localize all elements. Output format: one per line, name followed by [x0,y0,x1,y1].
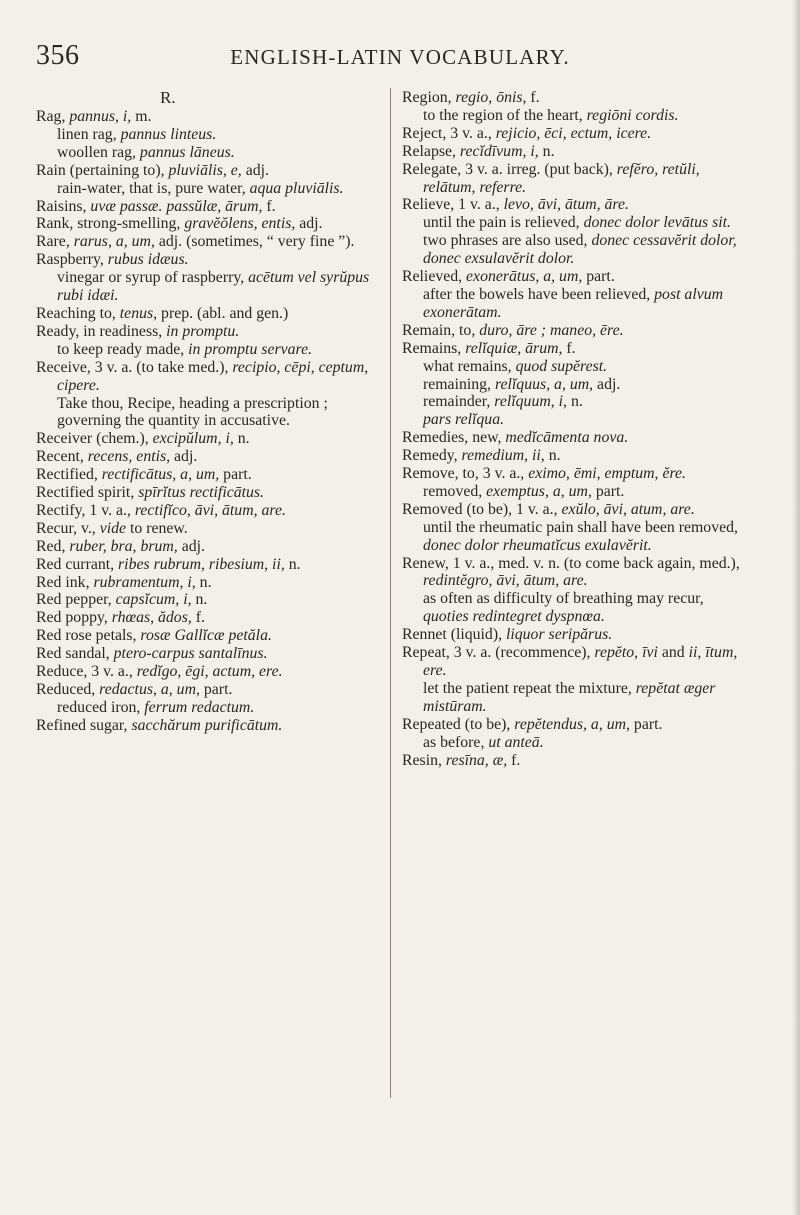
entry-text: Reaching to, [36,304,120,322]
entry-text: n. [538,142,555,160]
latin-term: ut anteā. [488,733,544,751]
column-divider [390,88,391,1098]
latin-term: pannus lāneus. [139,143,235,161]
entry-text: Raspberry, [36,251,108,269]
vocabulary-entry [402,286,745,322]
vocabulary-entry [36,162,381,180]
latin-term: recens, entis, [87,448,171,466]
vocabulary-entry [36,108,381,126]
page-edge-shadow [792,0,800,1215]
vocabulary-entry [36,269,381,305]
entry-text: Red, [36,537,70,555]
entry-text: Remedies, new, [402,429,506,447]
latin-term: levo, āvi, ātum, āre. [503,196,629,214]
latin-term: gravĕŏlens, entis, [184,215,296,233]
vocabulary-entry [402,716,745,734]
vocabulary-entry [402,680,745,716]
entry-text: f. [191,609,205,627]
entry-text: adj. (sometimes, “ very fine ”). [154,233,355,251]
entry-text: Rain (pertaining to), [36,161,169,179]
vocabulary-entry [402,143,745,161]
latin-term: tenus, [119,304,158,322]
entry-text: Receiver (chem.), [36,430,153,448]
vocabulary-entry [402,125,745,143]
entry-text: Refined sugar, [36,716,132,734]
latin-term: redactus, a, um, [99,681,200,698]
latin-term: ferrum redactum. [144,698,255,716]
vocabulary-entry [36,502,381,520]
entry-text: part. [591,482,625,500]
latin-term: medĭcāmenta nova. [505,429,629,447]
vocabulary-entry [36,484,381,502]
entry-text: Recur, v., [36,519,100,537]
latin-term: pluviālis, e, [168,161,242,179]
vocabulary-entry [36,627,381,645]
entry-text: adj. [241,161,269,179]
latin-term: regio, ōnis, [455,89,527,106]
vocabulary-entry [402,232,745,268]
vocabulary-entry [402,340,745,358]
latin-term: rubramentum, i, [93,573,196,591]
entry-text: Rank, strong-smelling, [36,215,185,233]
entry-text: Reject, 3 v. a., [402,124,496,142]
vocabulary-entry [402,376,745,394]
latin-term: ptero-carpus santalīnus. [113,645,268,663]
entry-text: f. [507,751,521,769]
latin-term: relĭquum, i, [494,393,567,411]
entry-text: Rectify, 1 v. a., [36,501,135,519]
entry-text: Recent, [36,448,88,466]
latin-term: pannus, i, [69,108,132,125]
vocabulary-entry [36,395,381,431]
entry-text: Ready, in readiness, [36,322,167,340]
entry-text: as often as difficulty of breathing may recur, [423,590,704,608]
latin-term: repĕtat æger mistūram. [423,679,716,715]
vocabulary-entry [36,645,381,663]
entry-text: f. [526,89,540,106]
vocabulary-entry [402,214,745,232]
running-head: ENGLISH-LATIN VOCABULARY. [230,45,570,69]
vocabulary-entry [36,448,381,466]
entry-text: and [657,644,689,662]
entry-text: to the region of the heart, [423,106,587,124]
latin-term: remedium, ii, [461,447,545,465]
vocabulary-entry [36,359,381,395]
latin-term: repĕtendus, a, um, [514,715,630,733]
vocabulary-entry [36,538,381,556]
latin-term: relĭquus, a, um, [494,375,594,393]
entry-text: Repeat, 3 v. a. (recommence), [402,644,595,662]
latin-term: in promptu. [166,322,240,340]
vocabulary-entry [402,519,745,555]
vocabulary-entry [36,520,381,538]
vocabulary-entry [36,609,381,627]
entry-text: Red poppy, [36,609,112,627]
entry-text: rain-water, that is, pure water, [57,179,250,197]
latin-term: recipio, cēpi, ceptum, cipere. [57,358,369,394]
vocabulary-entry [402,447,745,465]
latin-term: refĕro, retŭli, relātum, referre. [423,160,700,196]
entry-text: to renew. [126,519,188,537]
latin-term: rejicio, ēci, ectum, icere. [495,124,652,142]
entry-text: Raisins, [36,197,91,215]
latin-term: aqua pluviālis. [249,179,344,197]
vocabulary-entry [36,699,381,717]
latin-term: rectificātus, a, um, [101,466,220,484]
latin-term: donec cessavĕrit dolor, donec exsulavĕrit dolor. [423,232,737,268]
entry-text: Red sandal, [36,645,114,663]
vocabulary-entry [36,717,381,735]
entry-text: Remove, to, 3 v. a., [402,465,529,483]
latin-term: ribes rubrum, ribesium, ii, [118,555,285,573]
vocabulary-entry [36,215,381,233]
latin-term: recĭdīvum, i, [459,142,539,160]
latin-term: regiōni cordis. [586,106,679,124]
vocabulary-entry [402,465,745,483]
right-column [402,89,745,769]
entry-text: prep. (abl. and gen.) [157,304,289,322]
entry-text: adj. [170,448,198,466]
vocabulary-entry [36,305,381,323]
latin-term: sacchărum purificātum. [131,716,283,734]
vocabulary-entry [402,555,745,591]
entry-text: reduced iron, [57,698,145,716]
vocabulary-entry [36,663,381,681]
entry-text: n. [191,591,208,609]
vocabulary-entry [402,196,745,214]
latin-term: post alvum exonerātam. [423,285,724,321]
latin-term: redĭgo, ēgi, actum, ere. [136,663,283,681]
entry-text: part. [629,715,663,733]
vocabulary-entry [402,358,745,376]
vocabulary-entry [36,591,381,609]
entry-text: adj. [593,375,621,393]
entry-text: n. [284,555,301,573]
entry-text: Relegate, 3 v. a. irreg. (put back), [402,160,617,178]
latin-term: quoties redintegret dyspnœa. [423,608,605,626]
latin-term: excipŭlum, i, [152,430,234,448]
entry-text: after the bowels have been relieved, [423,285,655,303]
vocabulary-entry [402,322,745,340]
vocabulary-entry [402,429,745,447]
entry-text: Remain, to, [402,321,480,339]
vocabulary-entry [402,411,745,429]
latin-term: liquor seripărus. [505,626,613,644]
vocabulary-entry [36,430,381,448]
latin-term: donec dolor levātus sit. [583,214,731,232]
entry-text: as before, [423,733,489,751]
entry-text: f. [562,339,576,357]
vocabulary-entry [402,393,745,411]
entry-text: f. [262,197,276,215]
latin-term: exonerātus, a, um, [466,268,583,286]
entry-text: Rectified spirit, [36,484,139,502]
entry-text: Rag, [36,108,70,125]
vocabulary-entry [402,644,745,680]
latin-term: spīrĭtus rectificātus. [138,484,265,502]
entry-text: Remains, [402,339,466,357]
entry-text: part. [582,268,615,286]
latin-term: repĕto, īvi [594,644,658,662]
entry-text: Red rose petals, [36,627,141,645]
entry-text: Relapse, [402,142,460,160]
latin-term: rarus, a, um, [73,233,155,251]
latin-term: exemptus, a, um, [486,482,592,500]
latin-term: ii, ītum, ere. [423,644,738,679]
entry-text: let the patient repeat the mixture, [423,679,636,697]
latin-term: rectifĭco, āvi, ātum, are. [134,501,286,519]
vocabulary-entry [402,752,745,770]
vocabulary-entry [402,89,745,107]
entry-text: removed, [423,482,487,500]
entry-text: what remains, [423,357,516,375]
latin-term: rubus idæus. [107,251,189,269]
entry-text: Red pepper, [36,591,116,609]
vocabulary-entry [402,483,745,501]
latin-term: pars relĭqua. [423,411,505,429]
vocabulary-entry [402,268,745,286]
entry-text: Relieve, 1 v. a., [402,196,504,214]
latin-term: ruber, bra, brum, [69,537,178,555]
latin-term: uvæ passæ. passŭlæ, ārum, [90,197,263,215]
latin-term: vide [99,519,127,537]
latin-term: capsĭcum, i, [115,591,192,609]
entry-text: remainder, [423,393,495,411]
entry-text: Red ink, [36,573,94,591]
entry-text: Repeated (to be), [402,715,515,733]
vocabulary-entry [36,574,381,592]
entry-text: part. [199,681,233,698]
entry-text: Renew, 1 v. a., med. v. n. (to come back again, med.), [402,554,740,572]
vocabulary-entry [402,626,745,644]
entry-text: Reduced, [36,681,100,698]
entry-text: to keep ready made, [57,340,189,358]
entry-text: Red currant, [36,555,119,573]
vocabulary-entry [36,341,381,359]
entry-text: remaining, [423,375,495,393]
vocabulary-entry [402,734,745,752]
entry-text: Reduce, 3 v. a., [36,663,137,681]
latin-term: resīna, æ, [445,751,508,769]
entry-text: vinegar or syrup of raspberry, [57,269,249,287]
entry-text: n. [544,447,561,465]
entry-text: n. [233,430,250,448]
entry-text: Remedy, [402,447,462,465]
vocabulary-entry [36,556,381,574]
latin-term: rosæ Gallĭcæ petăla. [140,627,272,645]
entry-text: Rectified, [36,466,102,484]
section-letter: R. [160,88,176,107]
entry-text: Removed (to be), 1 v. a., [402,500,562,518]
vocabulary-entry [36,466,381,484]
vocabulary-entry [36,251,381,269]
vocabulary-entry [36,233,381,251]
left-column [36,108,381,735]
entry-text: adj. [295,215,323,233]
latin-term: eximo, ēmi, emptum, ĕre. [528,465,686,483]
entry-text: Receive, 3 v. a. (to take med.), [36,358,233,376]
entry-text: two phrases are also used, [423,232,592,250]
entry-text: Region, [402,89,456,106]
vocabulary-entry [36,681,381,699]
latin-term: acētum vel syrŭpus rubi idæi. [57,269,370,305]
vocabulary-entry [402,107,745,125]
vocabulary-entry [36,323,381,341]
latin-term: in promptu servare. [188,340,313,358]
entry-text: until the rheumatic pain shall have been removed, [423,518,738,536]
latin-term: rhœas, ădos, [111,609,192,627]
entry-text: until the pain is relieved, [423,214,584,232]
entry-text: Resin, [402,751,446,769]
entry-text: adj. [177,537,205,555]
latin-term: relĭquiæ, ārum, [465,339,563,357]
entry-text: Take thou, Recipe, heading a prescription ; governing the quantity in accusative. [57,394,328,430]
latin-term: exŭlo, āvi, atum, are. [561,500,695,518]
vocabulary-entry [402,501,745,519]
page-number: 356 [36,40,80,71]
latin-term: redintĕgro, āvi, ātum, are. [423,572,588,590]
vocabulary-entry [36,144,381,162]
entry-text: n. [195,573,212,591]
latin-term: duro, āre ; maneo, ēre. [479,321,624,339]
latin-term: pannus linteus. [120,125,217,143]
entry-text: linen rag, [57,125,121,143]
entry-text: m. [131,108,152,125]
latin-term: donec dolor rheumatĭcus exulavĕrit. [423,536,652,554]
entry-text: woollen rag, [57,143,140,161]
vocabulary-entry [36,198,381,216]
entry-text: Relieved, [402,268,467,286]
entry-text: n. [567,393,583,411]
vocabulary-entry [402,161,745,197]
entry-text: Rennet (liquid), [402,626,506,644]
vocabulary-entry [36,180,381,198]
entry-text: Rare, [36,233,74,251]
latin-term: quod supĕrest. [515,357,608,375]
entry-text: part. [219,466,252,484]
vocabulary-entry [36,126,381,144]
vocabulary-entry [402,590,745,626]
